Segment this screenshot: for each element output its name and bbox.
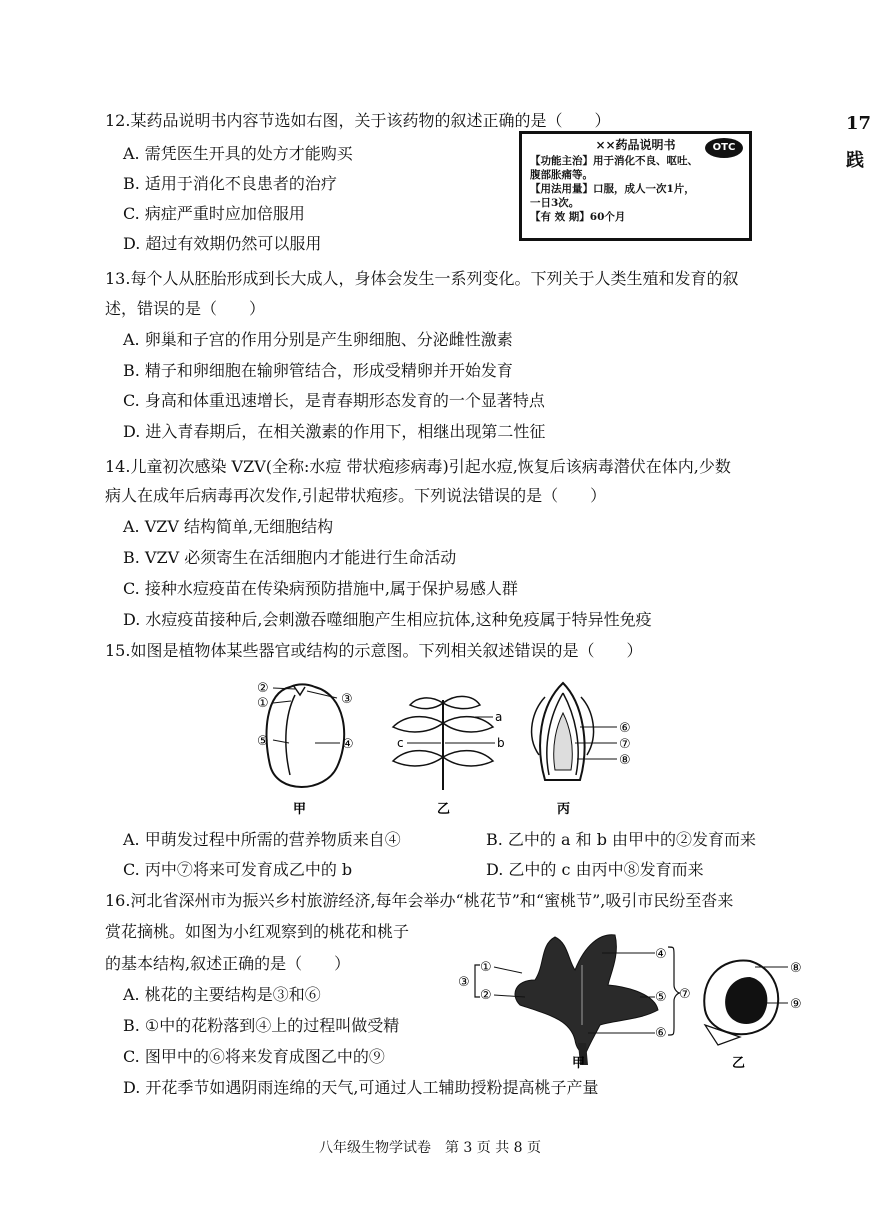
q14-stem-line1: 14.儿童初次感染 VZV(全称:水痘 带状疱疹病毒)引起水痘,恢复后该病毒潜伏在体内,少数 bbox=[105, 457, 731, 476]
q16-figure bbox=[450, 925, 820, 1075]
q15-figure bbox=[245, 675, 645, 820]
label-6: ⑥ bbox=[619, 721, 631, 736]
label-5: ⑤ bbox=[257, 734, 269, 749]
fig-label-yi: 乙 bbox=[732, 1056, 746, 1071]
fig-label-bing: 丙 bbox=[557, 802, 571, 817]
medicine-label-line: 【有 效 期】60个月 bbox=[530, 211, 626, 223]
label-7: ⑦ bbox=[619, 737, 631, 752]
medicine-label-line: 【用法用量】口服，成人一次1片， bbox=[530, 183, 695, 195]
label-9: ⑨ bbox=[790, 997, 802, 1012]
label-4: ④ bbox=[655, 947, 667, 962]
q16-stem-line2: 赏花摘桃。如图为小红观察到的桃花和桃子 bbox=[105, 922, 410, 941]
q15-option-c: C. 丙中⑦将来可发育成乙中的 b bbox=[123, 860, 353, 879]
medicine-label bbox=[519, 131, 752, 241]
peach-fruit-diagram bbox=[704, 961, 801, 1045]
q12-option-b: B. 适用于消化不良患者的治疗 bbox=[123, 174, 337, 193]
q14-stem-line2: 病人在成年后病毒再次发作,引起带状疱疹。下列说法错误的是（ ） bbox=[105, 486, 607, 505]
label-8: ⑧ bbox=[790, 961, 802, 976]
q16-stem-line3: 的基本结构,叙述正确的是（ ） bbox=[105, 954, 351, 973]
label-3: ③ bbox=[341, 692, 353, 707]
seed-diagram bbox=[257, 681, 354, 787]
cropped-text: 践 bbox=[846, 150, 864, 171]
q16-option-d: D. 开花季节如遇阴雨连绵的天气,可通过人工辅助授粉提高桃子产量 bbox=[123, 1078, 599, 1097]
cropped-question-number: 17 bbox=[846, 113, 871, 134]
label-4: ④ bbox=[342, 737, 354, 752]
q16-option-c: C. 图甲中的⑥将来发育成图乙中的⑨ bbox=[123, 1047, 385, 1066]
q13-option-a: A. 卵巢和子宫的作用分别是产生卵细胞、分泌雌性激素 bbox=[123, 330, 513, 349]
q12-option-c: C. 病症严重时应加倍服用 bbox=[123, 204, 305, 223]
peach-flower-diagram bbox=[458, 935, 691, 1065]
q13-option-c: C. 身高和体重迅速增长，是青春期形态发育的一个显著特点 bbox=[123, 391, 545, 410]
q14-option-a: A. VZV 结构简单,无细胞结构 bbox=[123, 517, 334, 536]
label-1: ① bbox=[480, 960, 492, 975]
medicine-label-line: 腹部胀痛等。 bbox=[530, 169, 593, 181]
page-footer: 八年级生物学试卷 第 3 页 共 8 页 bbox=[318, 1140, 542, 1156]
q13-stem-line2: 述，错误的是（ ） bbox=[105, 299, 266, 318]
q14-option-c: C. 接种水痘疫苗在传染病预防措施中,属于保护易感人群 bbox=[123, 579, 518, 598]
label-1: ① bbox=[257, 696, 269, 711]
fig-label-yi: 乙 bbox=[437, 802, 451, 817]
label-2: ② bbox=[480, 988, 492, 1003]
label-c: c bbox=[397, 736, 404, 750]
q13-stem-line1: 13.每个人从胚胎形成到长大成人，身体会发生一系列变化。下列关于人类生殖和发育的叙 bbox=[105, 269, 739, 288]
q12-option-a: A. 需凭医生开具的处方才能购买 bbox=[123, 144, 353, 163]
q15-option-b: B. 乙中的 a 和 b 由甲中的②发育而来 bbox=[486, 830, 757, 849]
label-2: ② bbox=[257, 681, 269, 696]
q12-option-d: D. 超过有效期仍然可以服用 bbox=[123, 234, 322, 253]
label-7: ⑦ bbox=[679, 987, 691, 1002]
q16-option-b: B. ①中的花粉落到④上的过程叫做受精 bbox=[123, 1016, 400, 1035]
label-6: ⑥ bbox=[655, 1026, 667, 1041]
q14-option-b: B. VZV 必须寄生在活细胞内才能进行生命活动 bbox=[123, 548, 457, 567]
q16-option-a: A. 桃花的主要结构是③和⑥ bbox=[123, 985, 321, 1004]
fig-label-jia: 甲 bbox=[572, 1056, 586, 1071]
label-8: ⑧ bbox=[619, 753, 631, 768]
q13-option-d: D. 进入青春期后，在相关激素的作用下，相继出现第二性征 bbox=[123, 422, 546, 441]
medicine-label-line: 一日3次。 bbox=[530, 197, 580, 209]
q15-option-d: D. 乙中的 c 由丙中⑧发育而来 bbox=[486, 860, 704, 879]
q15-stem: 15.如图是植物体某些器官或结构的示意图。下列相关叙述错误的是（ ） bbox=[105, 641, 643, 660]
label-a: a bbox=[495, 710, 503, 724]
q12-stem: 12.某药品说明书内容节选如右图，关于该药物的叙述正确的是（ ） bbox=[105, 111, 611, 130]
otc-badge: OTC bbox=[705, 138, 743, 158]
bud-diagram bbox=[532, 683, 631, 780]
label-5: ⑤ bbox=[655, 990, 667, 1005]
fig-label-jia: 甲 bbox=[293, 802, 307, 817]
label-b: b bbox=[497, 736, 505, 750]
q13-option-b: B. 精子和卵细胞在输卵管结合，形成受精卵并开始发育 bbox=[123, 361, 513, 380]
medicine-label-title: ××药品说明书 bbox=[595, 138, 676, 152]
medicine-label-line: 【功能主治】用于消化不良、呕吐、 bbox=[530, 155, 698, 167]
q16-stem-line1: 16.河北省深州市为振兴乡村旅游经济,每年会举办“桃花节”和“蜜桃节”,吸引市民纷至沓来 bbox=[105, 891, 734, 910]
seedling-diagram bbox=[393, 696, 505, 790]
q14-option-d: D. 水痘疫苗接种后,会刺激吞噬细胞产生相应抗体,这种免疫属于特异性免疫 bbox=[123, 610, 652, 629]
q15-option-a: A. 甲萌发过程中所需的营养物质来自④ bbox=[123, 830, 401, 849]
label-3: ③ bbox=[458, 975, 470, 990]
